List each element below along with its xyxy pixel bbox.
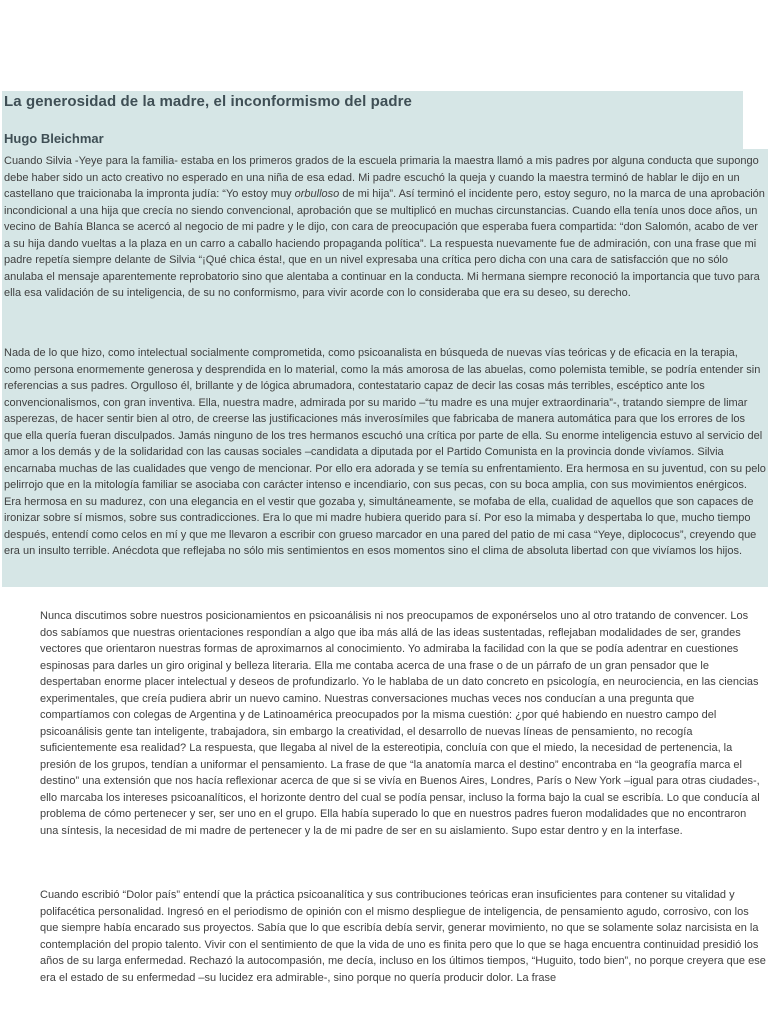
paragraph-1-text-end: de mi hija”. Así terminó el incidente pero, estoy seguro, no la marca de una aprobación incondicional a una hija que crecía no siendo convencional, aprobación que se multiplicó en muchas circunstancias. Cuando ella tenía unos doce años, un vecino de Bahía Blanca se acercó al negocio de mi padre y le dijo, con cara de preocupación que esperaba fuera compartida: “don Salomón, acabo de ver a su hija dando vueltas a la plaza en un carro a caballo haciendo propaganda política”. La respuesta nuevamente fue de admiración, con una frase que mi padre repetía siempre delante de Silvia “¡Qué chica ésta!, que en un nivel expresaba una crítica pero dicha con una cara de satisfacción que no sólo anulaba el mensaje aparentemente reprobatorio sino que alentaba a continuar en la conducta. Mi hermana siempre reconoció la importancia que tuvo para ella esa validación de su inteligencia, de su no conformismo, para vivir acorde con lo consideraba que era su deseo, su derecho. (4, 188, 765, 299)
paragraph-2: Nada de lo que hizo, como intelectual socialmente comprometida, como psicoanalista en búsqueda de nuevas vías teóricas y de eficacia en la terapia, como persona enormemente generosa y desprendida en lo material, como la más amorosa de las abuelas, como polemista temible, se podría entender sin referencias a sus padres. Orgulloso él, brillante y de lógica abrumadora, contestatario capaz de decir las cosas más terribles, escéptico ante los convencionalismos, con gran inventiva. Ella, nuestra madre, admirada por su marido –“tu madre es una mujer extraordinaria”-, tratando siempre de limar asperezas, de hacer sentir bien al otro, de creerse las justificaciones más inverosímiles que fabricaba de manera automática para que los errores de los que ella quería fueran disculpados. Jamás ninguno de los tres hermanos escuchó una crítica por parte de ella. Su enorme inteligencia estuvo al servicio del amor a los demás y de la solidaridad con las causas sociales –candidata a diputada por el Partido Comunista en la provincia donde vivíamos. Silvia encarnaba muchas de las cualidades que vengo de mencionar. Por ello era adorada y se temía su enfrentamiento. Era hermosa en su juventud, con su pelo pelirrojo que en la mitología familiar se asociaba con carácter intenso e incendiario, con sus pecas, con su boca amplia, con sus movimientos enérgicos. Era hermosa en su madurez, con una elegancia en el vestir que gozaba y, simultáneamente, se mofaba de ella, cualidad de aquellos que son capaces de ironizar sobre sí mismos, sobre sus contradicciones. Era lo que mi madre hubiera querido para sí. Por eso la mimaba y despertaba lo que, mucho tiempo después, entendí como celos en mí y que me llevaron a escribir con grueso marcador en una pared del patio de mi casa “Yeye, diplococus”, creyendo que era un insulto terrible. Anécdota que reflejaba no sólo mis sentimientos en esos momentos sino el clima de absoluta libertad con que vivíamos los hijos. (4, 347, 766, 557)
paragraph-4: Cuando escribió “Dolor país” entendí que la práctica psicoanalítica y sus contribuciones teóricas eran insuficientes para contener su vitalidad y polifacética personalidad. Ingresó en el periodismo de opinión con el mismo despliegue de inteligencia, de pensamiento agudo, corrosivo, con los que siempre había encarado sus proyectos. Sabía que lo que escribía debía servir, generar movimiento, no que se solamente solaz narcisista en la contemplación del propio talento. Vivir con el sentimiento de que la vida de uno es finita pero que lo que se haga encuentra continuidad presidió los años de su larga enfermedad. Rechazó la autocompasión, me decía, incluso en los últimos tiempos, “Huguito, todo bien”, no porque creyera que ese era el estado de su enfermedad –su lucidez era admirable-, sino porque no quería producir dolor. La frase (40, 889, 766, 984)
paragraph-1-text-start: Cuando Silvia -Yeye para la familia- estaba en los primeros grados de la escuela primaria la maestra llamó a mis padres por alguna conducta que supongo debe haber sido un acto creativo no esperado en una niña de esa edad. Mi padre escuchó la queja y cuando la maestra terminó de hablar le dijo en un castellano que traicionaba la impronta judía: “Yo estoy muy (4, 155, 759, 200)
article-title: La generosidad de la madre, el inconformismo del padre (4, 93, 413, 110)
paragraph-1-italic: orbulloso (294, 188, 340, 200)
paragraph-1 (4, 153, 766, 302)
article-author: Hugo Bleichmar (4, 131, 104, 146)
paragraph-3: Nunca discutimos sobre nuestros posicionamientos en psicoanálisis ni nos preocupamos de exponérselos uno al otro tratando de convencer. Los dos sabíamos que nuestras orientaciones respondían a algo que iba más allá de las ideas sustentadas, reflejaban modalidades de ser, grandes vectores que orientaron nuestras formas de aproximarnos al conocimiento. Yo admiraba la facilidad con la que se podía adentrar en cuestiones espinosas para darles un giro original y belleza literaria. Ella me contaba acerca de una frase o de un párrafo de un gran pensador que le despertaban enorme placer intelectual y deseos de profundizarlo. Yo le hablaba de un dato concreto en psicología, en neurociencia, en las ciencias experimentales, que creía pudiera abrir un nuevo camino. Nuestras conversaciones muchas veces nos conducían a una pregunta que compartíamos con colegas de Argentina y de Latinoamérica preocupados por la misma cuestión: ¿por qué habiendo en nuestro campo del psicoanálisis gente tan inteligente, trabajadora, sin embargo la creatividad, el desarrollo de nuevas líneas de pensamiento, no recogía suficientemente esa realidad? La respuesta, que llegaba al nivel de la estereotipia, concluía con que el miedo, la necesidad de pertenencia, la presión de los grupos, tendían a uniformar el pensamiento. La frase de que “la anatomía marca el destino” encontraba en “la geografía marca el destino” una extensión que nos hacía reflexionar acerca de que si se vivía en Buenos Aires, Londres, París o New York –igual para otras ciudades-, ello marcaba los intereses psicoanalíticos, el horizonte dentro del cual se podía pensar, incluso la forma bajo la cual se escribía. Lo que conducía al problema de cómo pertenecer y ser, ser uno en el grupo. Ella había superado lo que en nuestros padres fueron modalidades que no encontraron una síntesis, la necesidad de mi madre de pertenecer y la de mi padre de ser en su aislamiento. Supo estar dentro y en la interfase. (40, 610, 760, 837)
